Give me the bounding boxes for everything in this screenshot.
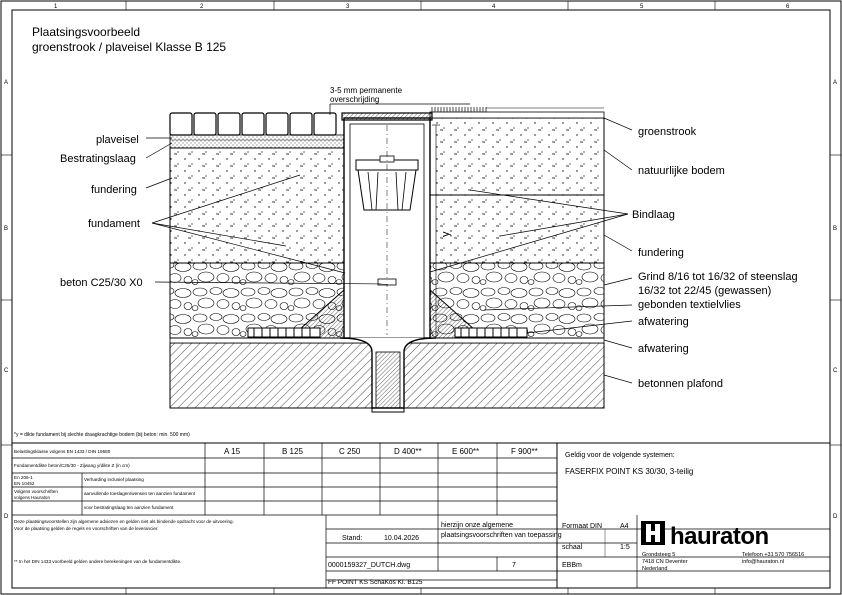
tb-email: info@hauraton.nl (742, 559, 784, 565)
grid-col-1-top: 1 (54, 4, 58, 10)
grid-col-5-top: 5 (640, 4, 644, 10)
tb-class-d400: D 400** (394, 447, 422, 456)
label-betonnen-plafond: betonnen plafond (638, 378, 724, 390)
label-grind-2: 16/32 tot 22/45 (gewassen) (638, 285, 772, 297)
label-overschrijding-2: overschrijding (330, 95, 380, 104)
dimension-y-label: y (440, 231, 452, 237)
grid-row-c-left: C (4, 368, 9, 374)
logo-wordmark: hauraton (670, 523, 769, 550)
label-bestratingslaag: Bestratingslaag (60, 153, 136, 165)
afwatering-left (248, 328, 320, 337)
tb-schaal-label: schaal (562, 544, 583, 551)
tb-class-f900: F 900** (511, 447, 538, 456)
tb-phone: Telefoon +31 570 756516 (742, 552, 805, 558)
tb-project: FF POINT KS SchaKos KI. B125 (328, 579, 423, 586)
tb-system: FASERFIX POINT KS 30/30, 3-teilig (565, 467, 694, 476)
tb-row4a: Volgens voorschriften (14, 489, 58, 494)
grid-row-a-left: A (4, 80, 9, 86)
tb-belasting: Belastingsklasse volgens EN 1433 / DIN 19580 (14, 449, 111, 454)
tb-address-3: Nederland (642, 566, 668, 572)
grid-row-d-right: D (833, 514, 838, 520)
label-overschrijding-1: 3-5 mm permanente (330, 86, 403, 95)
grid-row-b-left: B (4, 226, 9, 232)
afwatering-right (455, 328, 527, 337)
tb-drawing-file: 0000159327_DUTCH.dwg (328, 562, 411, 569)
label-afwatering-2: afwatering (638, 343, 689, 355)
label-afwatering-1: afwatering (638, 316, 689, 328)
tb-code: EBBm (562, 562, 582, 569)
tb-format-label: Formaat DIN (562, 523, 603, 530)
tb-address-2: 7418 CN Deventer (642, 559, 688, 565)
label-fundering-left: fundering (91, 184, 137, 196)
tb-class-b125: B 125 (282, 447, 303, 456)
label-natuurlijke-bodem: natuurlijke bodem (638, 165, 725, 177)
grid-row-a-right: A (833, 80, 838, 86)
grid-row-b-right: B (833, 226, 838, 232)
label-fundament: fundament (88, 218, 140, 230)
tb-page-no: 7 (512, 562, 516, 569)
grass-ticks (432, 107, 486, 112)
natuurlijke-bodem-layer (430, 118, 604, 195)
tb-stand-date: 10.04.2026 (384, 535, 420, 542)
drawing-title-line2: groenstrook / plaveisel Klasse B 125 (32, 40, 227, 54)
grid-row-c-right: C (833, 368, 838, 374)
grid-col-6-top: 6 (786, 4, 790, 10)
label-beton: beton C25/30 X0 (60, 277, 143, 289)
label-textielvlies: gebonden textielvlies (638, 299, 741, 311)
drain-grate (342, 113, 432, 120)
label-plaveisel: plaveisel (96, 134, 139, 146)
tb-row4c: aanvullende toeslagen/wensen ten aanzien fundament (84, 491, 196, 496)
tb-note2: Voor de plaatsing gelden de regels en voorschriften van de leverancier. (14, 526, 159, 531)
grid-col-3-top: 3 (346, 4, 350, 10)
tb-note1: Deze plaatsingsvoorstellen zijn algemene adviezen en gelden niet als bindende opdracht voor de uitvoering. (14, 519, 234, 524)
tb-row2: Fundamentdikte beton/C25/30 - Zijwang y/dikte Z (in cm) (14, 463, 130, 468)
tb-class-c250: C 250 (339, 447, 361, 456)
label-groenstrook: groenstrook (638, 126, 697, 138)
grid-col-4-top: 4 (492, 4, 496, 10)
tb-row3c: Verharding inclusief plaatsing (84, 477, 144, 482)
title-block (12, 443, 830, 588)
label-grind-1: Grind 8/16 tot 16/32 of steenslag (638, 271, 798, 283)
tb-class-a15: A 15 (224, 447, 241, 456)
tb-stand-label: Stand: (342, 535, 363, 542)
tb-address-1: Grondsteeg 5 (642, 552, 676, 558)
tb-schaal-value: 1:5 (620, 544, 630, 551)
footnote: *y = dikte fundament bij slechte draagkrachtige bodem (bij beton: min. 500 mm) (14, 432, 190, 438)
fundering-left (170, 148, 344, 263)
tb-row4b: volgens Hauraton (14, 495, 51, 500)
drawing-title-line1: Plaatsingsvoorbeeld (32, 25, 141, 39)
tb-row5: voor bestratingslaag ten aanzien fundament (84, 505, 174, 510)
label-fundering-right: fundering (638, 247, 684, 259)
tb-row3b: EN 10452 (14, 481, 35, 486)
grid-row-d-left: D (4, 514, 9, 520)
cross-section (170, 107, 604, 412)
tb-note3: ** In het DIN 1433 voorbeeld gelden andere berekeningen van de fundamentdikte. (14, 559, 182, 564)
hauraton-logo (641, 521, 769, 550)
grid-col-2-top: 2 (200, 4, 204, 10)
label-bindlaag: Bindlaag (632, 209, 675, 221)
tb-conditions-1: hierzijn onze algemene (441, 522, 513, 529)
plaveisel-blocks (170, 113, 336, 135)
tb-format-value: A4 (620, 523, 629, 530)
tb-class-e600: E 600** (452, 447, 480, 456)
bestratingslaag-layer (170, 135, 344, 148)
tb-row3a: En 206-1 (14, 475, 33, 480)
tb-systems-label: Geldig voor de volgende systemen: (565, 452, 675, 459)
tb-conditions-2: plaatsingsvoorschriften van toepassing (441, 532, 562, 539)
